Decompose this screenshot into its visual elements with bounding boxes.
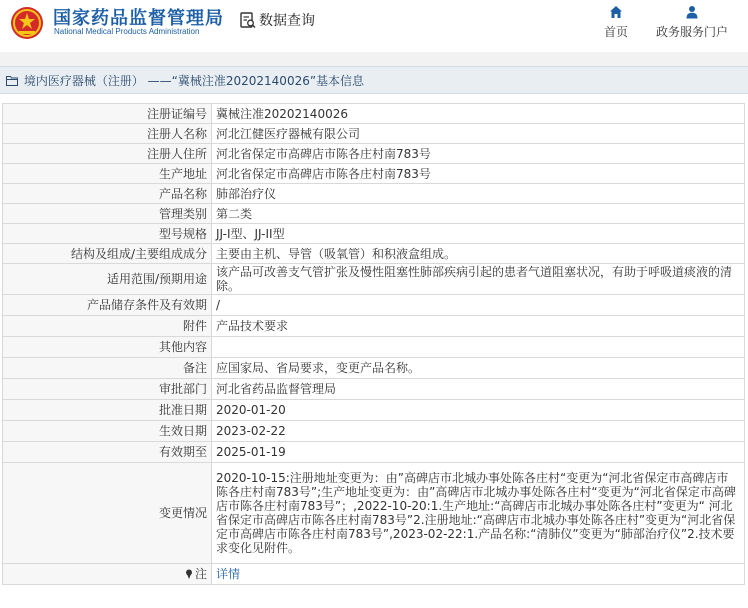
row-value: 2023-02-22 [212, 421, 745, 442]
row-value [212, 337, 745, 358]
row-value: 河北省保定市高碑店市陈各庄村南783号 [212, 164, 745, 184]
row-value: 主要由主机、导管（吸氧管）和积液盒组成。 [212, 244, 745, 264]
folder-icon [6, 75, 18, 86]
row-label: 注册人住所 [3, 144, 212, 164]
note-row [3, 564, 745, 585]
nav-home[interactable] [581, 5, 651, 40]
row-label: 注册人名称 [3, 124, 212, 144]
row-label: 管理类别 [3, 204, 212, 224]
row-label: 其他内容 [3, 337, 212, 358]
row-label: 批准日期 [3, 400, 212, 421]
site-subtitle: National Medical Products Administration [54, 27, 200, 36]
row-label: 有效期至 [3, 442, 212, 463]
row-label: 备注 [3, 358, 212, 379]
row-label: 型号规格 [3, 224, 212, 244]
row-label: 产品名称 [3, 184, 212, 204]
row-label: 产品储存条件及有效期 [3, 295, 212, 316]
row-value: 第二类 [212, 204, 745, 224]
table-row [3, 204, 745, 224]
document-search-icon [240, 12, 256, 29]
row-value: 肺部治疗仪 [212, 184, 745, 204]
row-label: 附件 [3, 316, 212, 337]
breadcrumb [0, 66, 748, 94]
section-title [240, 10, 315, 30]
table-row [3, 358, 745, 379]
row-value: 该产品可改善支气管扩张及慢性阻塞性肺部疾病引起的患者气道阻塞状况，有助于呼吸道痰液的清除。 [212, 264, 745, 295]
table-row [3, 295, 745, 316]
change-history-value: 2020-10-15:注册地址变更为：由”高碑店市北城办事处陈各庄村“变更为“河北省保定市高碑店市陈各庄村南783号”;生产地址变更为：由”高碑店市北城办事处陈各庄村“变更为“河北省保定市高碑店市陈各庄村南783号”；,2022-10-20:1.生产地址:“高碑店市北城办事处陈各庄村”变更为“ 河北省保定市高碑店市陈各庄村南783号”2.注册地址:“高碑店市北城办事处陈各庄村”变更为“河北省保定市高碑店市陈各庄村南783号”,2023-02-22:1.产品名称:“清肺仪”变更为“肺部治疗仪”2.技术要求变化见附件。 [212, 463, 745, 564]
content-spacer [0, 94, 748, 103]
table-row [3, 442, 745, 463]
table-row [3, 184, 745, 204]
home-icon [609, 5, 623, 19]
note-label: 注 [194, 567, 207, 581]
table-row [3, 164, 745, 184]
row-label: 变更情况 [3, 463, 212, 564]
table-row [3, 337, 745, 358]
site-header [0, 0, 748, 52]
row-value: 2025-01-19 [212, 442, 745, 463]
row-label: 生效日期 [3, 421, 212, 442]
note-value-cell [212, 564, 745, 585]
row-label: 结构及组成/主要组成成分 [3, 244, 212, 264]
details-link[interactable]: 详情 [216, 567, 241, 581]
table-row [3, 400, 745, 421]
table-row [3, 224, 745, 244]
nav-home-label: 首页 [603, 25, 628, 39]
row-label: 适用范围/预期用途 [3, 264, 212, 295]
row-label: 审批部门 [3, 379, 212, 400]
table-row [3, 144, 745, 164]
row-value: / [212, 295, 745, 316]
section-title-label: 数据查询 [259, 13, 315, 29]
table-row [3, 421, 745, 442]
row-value: 河北省药品监督管理局 [212, 379, 745, 400]
registration-info-table [2, 103, 745, 585]
table-row [3, 463, 745, 564]
user-icon [685, 5, 699, 19]
row-value: 河北省保定市高碑店市陈各庄村南783号 [212, 144, 745, 164]
nmpa-emblem-icon [10, 6, 44, 40]
row-value: 应国家局、省局要求，变更产品名称。 [212, 358, 745, 379]
pin-icon [185, 569, 193, 579]
note-label-cell [3, 564, 212, 585]
row-value: 2020-01-20 [212, 400, 745, 421]
table-row [3, 379, 745, 400]
table-row [3, 264, 745, 295]
table-row [3, 316, 745, 337]
site-title[interactable]: 国家药品监督管理局 [53, 8, 224, 29]
table-row [3, 104, 745, 124]
nav-service-portal-label: 政务服务门户 [655, 25, 728, 39]
row-label: 生产地址 [3, 164, 212, 184]
row-value: JJ-I型、JJ-II型 [212, 224, 745, 244]
nav-service-portal[interactable] [650, 5, 734, 40]
row-value: 产品技术要求 [212, 316, 745, 337]
table-row [3, 244, 745, 264]
table-row [3, 124, 745, 144]
row-label: 注册证编号 [3, 104, 212, 124]
breadcrumb-text: 境内医疗器械（注册） ——“冀械注准20202140026”基本信息 [23, 74, 365, 88]
header-separator [0, 52, 748, 66]
row-value: 冀械注准20202140026 [212, 104, 745, 124]
row-value: 河北江健医疗器械有限公司 [212, 124, 745, 144]
